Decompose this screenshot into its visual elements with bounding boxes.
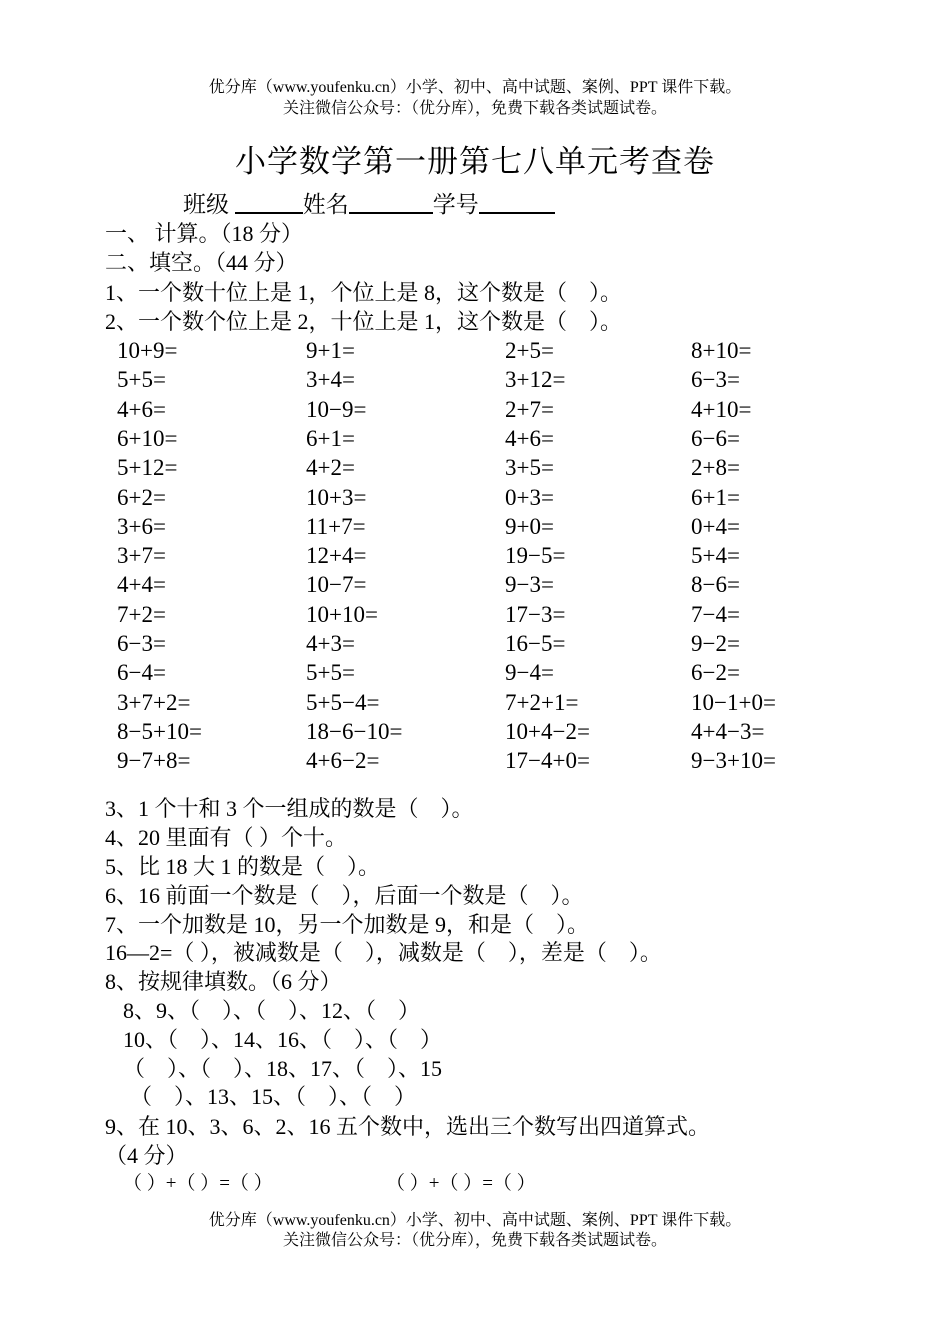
calc-item: 11+7= [306, 514, 366, 539]
calc-item: 9−3+10= [691, 748, 776, 773]
calc-item: 10+4−2= [505, 719, 590, 744]
calc-item: 5+4= [691, 543, 740, 568]
calc-item: 10+3= [306, 485, 367, 510]
pattern-line-3: （ ）、（ ）、18、17、（ ）、15 [123, 1056, 443, 1081]
calc-item: 6−6= [691, 426, 740, 451]
calc-item: 8+10= [691, 338, 752, 363]
footer-line-2: 关注微信公众号：（优分库），免费下载各类试题试卷。 [282, 1232, 667, 1249]
calc-item: 4+6−2= [306, 748, 380, 773]
student-info [183, 190, 555, 220]
calc-item: 3+4= [306, 367, 355, 392]
calc-item: 9+1= [306, 338, 355, 363]
calc-item: 8−5+10= [117, 719, 202, 744]
question-1: 1、一个数十位上是 1，个位上是 8，这个数是（ ）。 [105, 280, 623, 305]
calc-item: 6+2= [117, 485, 166, 510]
calc-item: 6−3= [691, 367, 740, 392]
calc-item: 4+4−3= [691, 719, 765, 744]
page-title: 小学数学第一册第七八单元考查卷 [235, 144, 715, 179]
calc-item: 4+2= [306, 455, 355, 480]
calc-item: 10+9= [117, 338, 178, 363]
class-label: 班级 [183, 192, 229, 217]
id-label: 学号 [432, 192, 479, 217]
calc-item: 0+4= [691, 514, 740, 539]
calc-item: 7+2= [117, 602, 166, 627]
calc-item: 17−3= [505, 602, 566, 627]
question-5: 5、比 18 大 1 的数是（ ）。 [105, 854, 381, 879]
calc-item: 17−4+0= [505, 748, 590, 773]
id-blank [479, 190, 555, 214]
pattern-line-4: （ ）、13、15、（ ）、（ ） [130, 1084, 417, 1109]
question-6: 6、16 前面一个数是（ ），后面一个数是（ ）。 [105, 883, 584, 908]
calc-item: 16−5= [505, 631, 566, 656]
question-3: 3、1 个十和 3 个一组成的数是（ ）。 [105, 796, 474, 821]
name-blank [349, 190, 433, 214]
calc-item: 4+4= [117, 572, 166, 597]
calc-item: 6−2= [691, 660, 740, 685]
calc-item: 6+10= [117, 426, 178, 451]
footer-line-1: 优分库（www.youfenku.cn）小学、初中、高中试题、案例、PPT 课件下载。 [208, 1212, 742, 1229]
question-9: 9、在 10、3、6、2、16 五个数中，选出三个数写出四道算式。 [105, 1114, 711, 1139]
calc-item: 9+0= [505, 514, 554, 539]
calc-item: 2+5= [505, 338, 554, 363]
calc-item: 4+6= [117, 397, 166, 422]
calc-item: 5+12= [117, 455, 178, 480]
calc-item: 3+12= [505, 367, 566, 392]
section-1-heading: 一、 计算。（18 分） [105, 221, 304, 246]
calc-item: 4+3= [306, 631, 355, 656]
calc-item: 3+7+2= [117, 690, 191, 715]
calc-item: 5+5−4= [306, 690, 380, 715]
calc-item: 5+5= [306, 660, 355, 685]
calc-item: 6−4= [117, 660, 166, 685]
calc-item: 3+6= [117, 514, 166, 539]
calc-item: 7−4= [691, 602, 740, 627]
calc-item: 18−6−10= [306, 719, 403, 744]
calc-item: 8−6= [691, 572, 740, 597]
question-9-score: （4 分） [105, 1143, 188, 1168]
pattern-line-2: 10、（ ）、14、16、（ ）、（ ） [123, 1027, 443, 1052]
calc-item: 0+3= [505, 485, 554, 510]
calc-item: 10−9= [306, 397, 367, 422]
pattern-line-1: 8、9、（ ）、（ ）、12、（ ） [123, 998, 421, 1023]
calc-item: 10−7= [306, 572, 367, 597]
calc-item: 3+7= [117, 543, 166, 568]
header-line-1: 优分库（www.youfenku.cn）小学、初中、高中试题、案例、PPT 课件下载。 [208, 79, 742, 96]
calc-item: 9−3= [505, 572, 554, 597]
calc-item: 5+5= [117, 367, 166, 392]
calc-item: 3+5= [505, 455, 554, 480]
calc-item: 19−5= [505, 543, 566, 568]
calc-item: 9−4= [505, 660, 554, 685]
calc-item: 4+6= [505, 426, 554, 451]
calc-item: 7+2+1= [505, 690, 579, 715]
question-4: 4、20 里面有（ ）个十。 [105, 825, 348, 850]
class-blank [235, 190, 303, 214]
calc-item: 4+10= [691, 397, 752, 422]
calc-item: 2+8= [691, 455, 740, 480]
question-7: 7、一个加数是 10，另一个加数是 9，和是（ ）。 [105, 912, 590, 937]
calc-item: 10−1+0= [691, 690, 776, 715]
name-label: 姓名 [302, 192, 349, 217]
question-8: 8、按规律填数。（6 分） [105, 969, 342, 994]
question-7-subtraction: 16—2=（ ），被减数是（ ），减数是（ ），差是（ ）。 [105, 940, 662, 965]
header-line-2: 关注微信公众号：（优分库），免费下载各类试题试卷。 [282, 100, 667, 117]
question-2: 2、一个数个位上是 2，十位上是 1，这个数是（ ）。 [105, 309, 623, 334]
calc-item: 6−3= [117, 631, 166, 656]
calc-item: 6+1= [691, 485, 740, 510]
section-2-heading: 二、填空。（44 分） [105, 250, 298, 275]
calc-item: 9−7+8= [117, 748, 191, 773]
calc-item: 10+10= [306, 602, 378, 627]
formula-a: （ ）+（ ）=（ ） [123, 1173, 273, 1194]
calc-item: 12+4= [306, 543, 367, 568]
calc-item: 2+7= [505, 397, 554, 422]
formula-b: （ ）+（ ）=（ ） [386, 1173, 536, 1194]
calc-item: 9−2= [691, 631, 740, 656]
calc-item: 6+1= [306, 426, 355, 451]
